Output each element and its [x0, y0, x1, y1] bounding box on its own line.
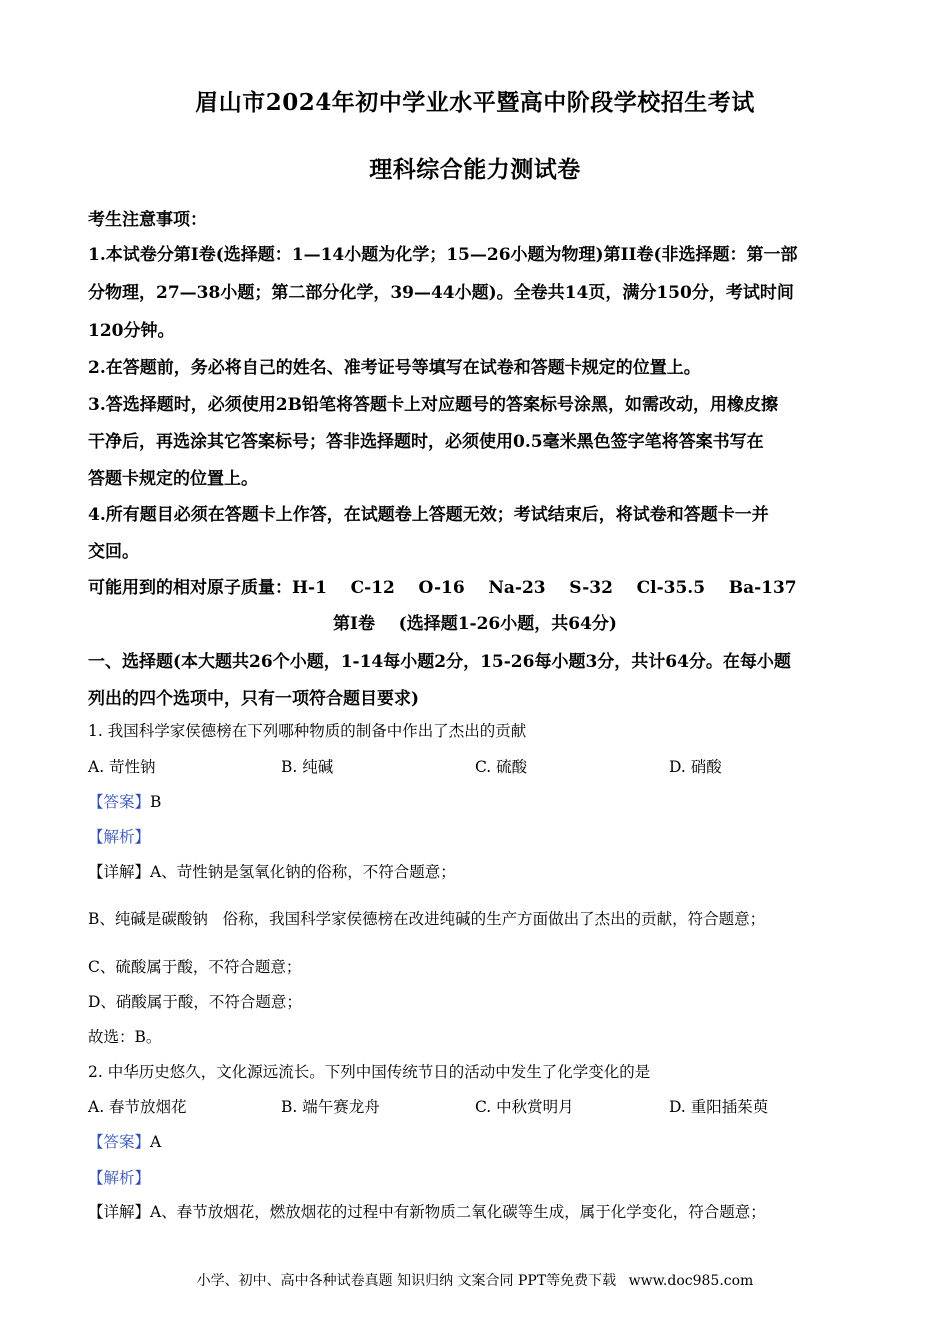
question-1-answer	[88, 790, 161, 812]
question-2-analysis-tag: 【解析】	[88, 1169, 151, 1187]
notes-line: 1.本试卷分第I卷(选择题：1—14小题为化学；15—26小题为物理)第II卷(非选择题：第一部	[88, 245, 798, 265]
question-1-option-a: A. 苛性钠	[88, 758, 156, 776]
notes-line: 120分钟。	[88, 321, 175, 341]
question-1-option-c: C. 硫酸	[475, 758, 528, 776]
question-1-detail-line: B、纯碱是碳酸钠 俗称，我国科学家侯德榜在改进纯碱的生产方面做出了杰出的贡献，符合题意；	[88, 910, 766, 928]
answer-value: B	[150, 793, 162, 811]
notes-line: 4.所有题目必须在答题卡上作答，在试题卷上答题无效；考试结束后，将试卷和答题卡一并	[88, 505, 769, 525]
notes-line: 答题卡规定的位置上。	[88, 469, 258, 489]
question-2-option-b: B. 端午赛龙舟	[281, 1098, 380, 1116]
notes-line: 2.在答题前，务必将自己的姓名、准考证号等填写在试卷和答题卡规定的位置上。	[88, 358, 701, 378]
exam-subtitle: 理科综合能力测试卷	[369, 156, 581, 183]
section-intro-line: 列出的四个选项中，只有一项符合题目要求)	[88, 689, 420, 709]
question-1-option-d: D. 硝酸	[669, 758, 722, 776]
question-2-option-a: A. 春节放烟花	[88, 1098, 187, 1116]
question-1-conclusion: 故选：B。	[88, 1028, 162, 1046]
footer-text: 小学、初中、高中各种试卷真题 知识归纳 文案合同 PPT等免费下载	[196, 1273, 617, 1289]
question-2-detail-line	[88, 1200, 766, 1222]
question-2-answer	[88, 1130, 161, 1152]
question-2-option-d: D. 重阳插茱萸	[669, 1098, 769, 1116]
section-heading: 第I卷 (选择题1-26小题，共64分)	[333, 614, 617, 634]
detail-text: A、春节放烟花，燃放烟花的过程中有新物质二氧化碳等生成，属于化学变化，符合题意；	[150, 1203, 766, 1221]
question-1-detail-line: D、硝酸属于酸，不符合题意；	[88, 993, 302, 1011]
question-1-analysis-tag: 【解析】	[88, 828, 151, 846]
exam-title: 眉山市2024年初中学业水平暨高中阶段学校招生考试	[195, 89, 755, 116]
notes-line: 交回。	[88, 542, 139, 562]
atomic-masses: 可能用到的相对原子质量：H-1 C-12 O-16 Na-23 S-32 Cl-35.5 Ba-137	[88, 578, 797, 598]
answer-tag: 【答案】	[88, 1133, 151, 1151]
page-footer	[0, 1270, 950, 1290]
question-1-option-b: B. 纯碱	[281, 758, 334, 776]
question-1-stem: 1. 我国科学家侯德榜在下列哪种物质的制备中作出了杰出的贡献	[88, 722, 527, 740]
section-intro-line: 一、选择题(本大题共26个小题，1-14每小题2分，15-26每小题3分，共计64分。在每小题	[88, 652, 791, 672]
question-1-detail-line: C、硫酸属于酸，不符合题意；	[88, 958, 302, 976]
question-1-detail-line	[88, 860, 456, 882]
answer-value: A	[150, 1133, 162, 1151]
detail-tag: 【详解】	[88, 1203, 151, 1221]
question-2-stem: 2. 中华历史悠久，文化源远流长。下列中国传统节日的活动中发生了化学变化的是	[88, 1063, 651, 1081]
answer-tag: 【答案】	[88, 793, 151, 811]
notes-line: 3.答选择题时，必须使用2B铅笔将答题卡上对应题号的答案标号涂黑，如需改动，用橡皮擦	[88, 395, 778, 415]
notes-line: 干净后，再选涂其它答案标号；答非选择题时，必须使用0.5毫米黑色签字笔将答案书写在	[88, 432, 764, 452]
notes-line: 分物理，27—38小题；第二部分化学，39—44小题)。全卷共14页，满分150分，考试时间	[88, 283, 794, 303]
detail-text: A、苛性钠是氢氧化钠的俗称，不符合题意；	[150, 863, 456, 881]
notes-heading: 考生注意事项：	[88, 210, 207, 230]
detail-tag: 【详解】	[88, 863, 151, 881]
question-2-option-c: C. 中秋赏明月	[475, 1098, 574, 1116]
footer-link[interactable]: www.doc985.com	[628, 1273, 754, 1289]
